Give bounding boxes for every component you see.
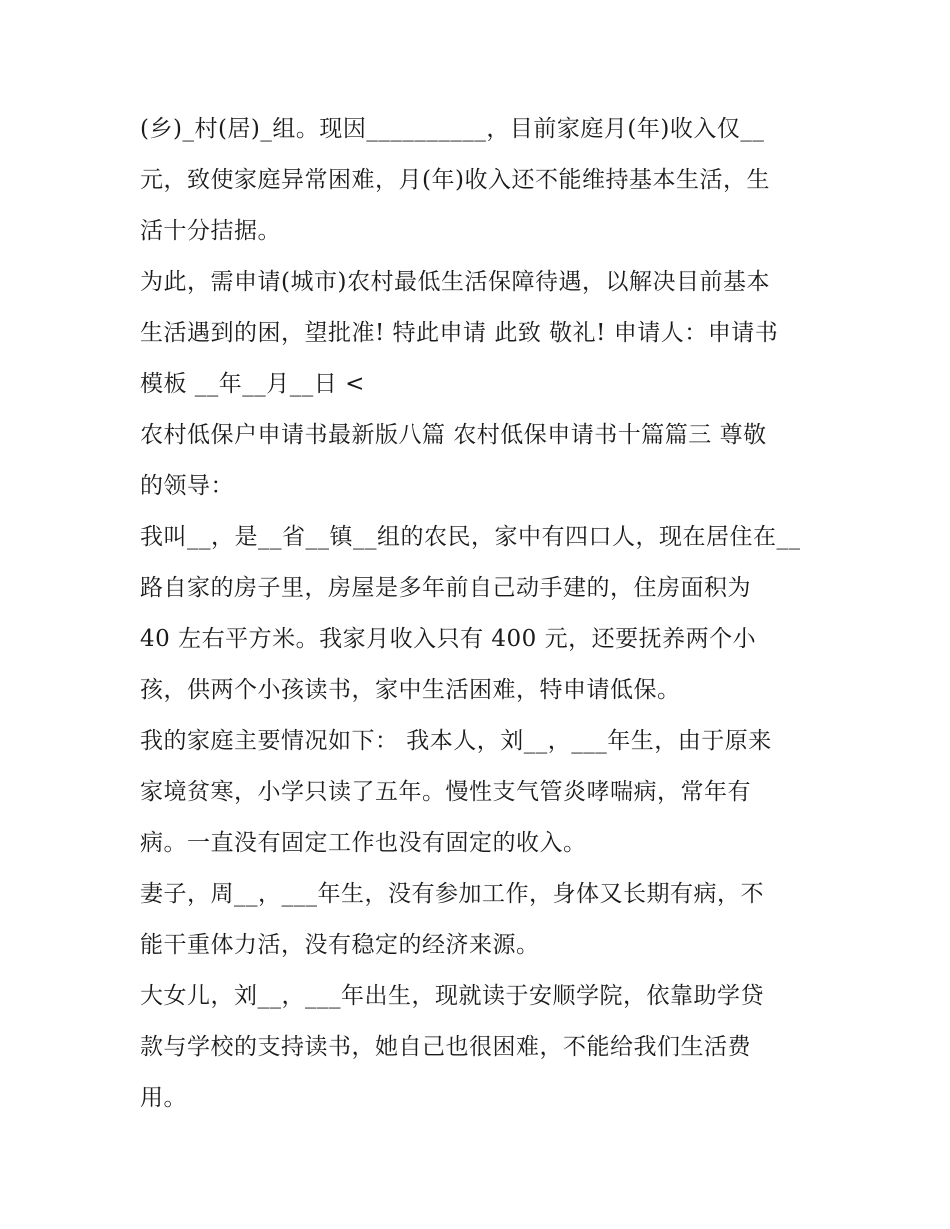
text-line: 款与学校的支持读书，她自己也很困难，不能给我们生活费 xyxy=(140,1034,751,1060)
text-line: 元，致使家庭异常困难，月(年)收入还不能维持基本生活，生 xyxy=(140,167,770,193)
text-line: 病。一直没有固定工作也没有固定的收入。 xyxy=(140,830,587,856)
text-line: 用。 xyxy=(140,1085,187,1111)
text-line: 孩，供两个小孩读书，家中生活困难，特申请低保。 xyxy=(140,677,681,703)
text-line: 为此，需申请(城市)农村最低生活保障待遇，以解决目前基本 xyxy=(140,269,770,295)
text-line: (乡)_村(居)_组。现因__________，目前家庭月(年)收入仅__ xyxy=(140,116,765,142)
text-line: 农村低保户申请书最新版八篇 农村低保申请书十篇篇三 尊敬 xyxy=(140,422,767,448)
text-line: 家境贫寒，小学只读了五年。慢性支气管炎哮喘病，常年有 xyxy=(140,779,751,805)
text-line: 能干重体力活，没有稳定的经济来源。 xyxy=(140,932,540,958)
text-line: 活十分拮据。 xyxy=(140,218,281,244)
text-line: 模板 __年__月__日 < xyxy=(140,371,365,397)
document-body xyxy=(140,104,820,1124)
text-line: 大女儿，刘__，___年出生，现就读于安顺学院，依靠助学贷 xyxy=(140,983,764,1009)
text-line: 我的家庭主要情况如下： 我本人，刘__，___年生，由于原来 xyxy=(140,728,772,754)
text-line: 40 左右平方米。我家月收入只有 400 元，还要抚养两个小 xyxy=(140,626,757,652)
text-line: 路自家的房子里，房屋是多年前自己动手建的，住房面积为 xyxy=(140,575,751,601)
text-line: 妻子，周__，___年生，没有参加工作，身体又长期有病，不 xyxy=(140,881,764,907)
text-line: 我叫__，是__省__镇__组的农民，家中有四口人，现在居住在__ xyxy=(140,524,801,550)
text-line: 生活遇到的困，望批准! 特此申请 此致 敬礼! 申请人：申请书 xyxy=(140,320,779,346)
text-line: 的领导： xyxy=(140,473,234,499)
